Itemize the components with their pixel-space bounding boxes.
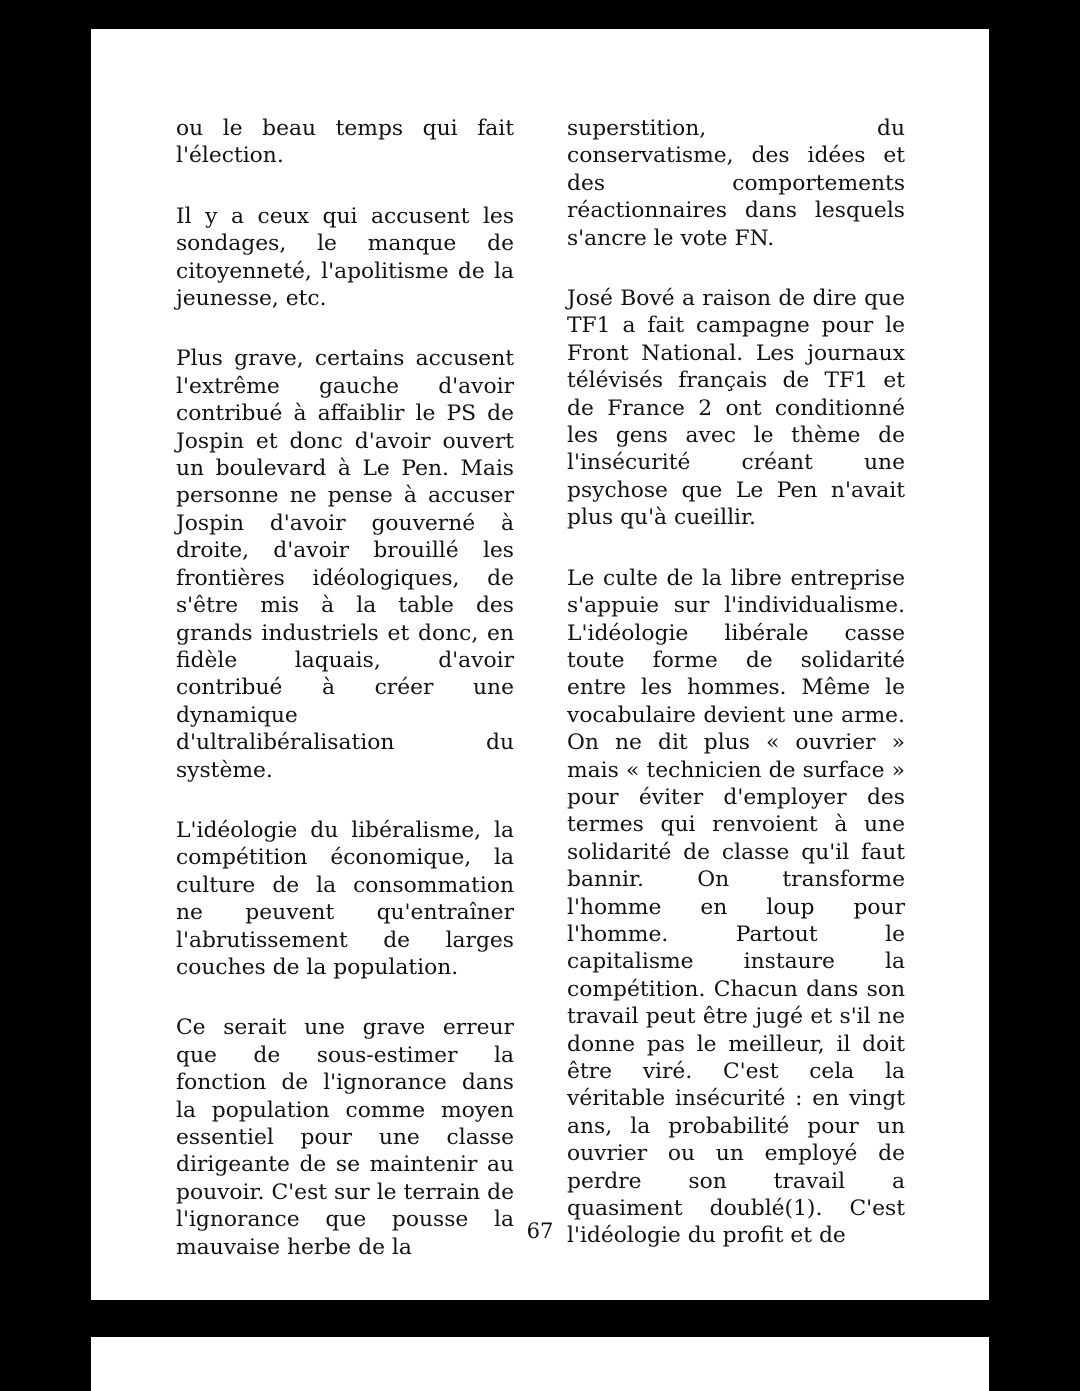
book-page xyxy=(91,29,989,1300)
paragraph: ou le beau temps qui fait l'élection. xyxy=(176,116,514,169)
right-column xyxy=(567,115,905,1250)
next-page-preview[interactable] xyxy=(91,1337,989,1391)
paragraph: Le culte de la libre entreprise s'appuie sur l'individualisme. L'idéologie libérale casse toute forme de solidarité entre les hommes. Même le vocabulaire devient une arme. On ne dit plus « ouvrier » mais « technicien de surface » pour éviter d'employer des termes qui renvoient à une solidarité de classe qu'il faut bannir. On transforme l'homme en loup pour l'homme. Partout le capitalisme instaure la compétition. Chacun dans son travail peut être jugé et s'il ne donne pas le meilleur, il doit être viré. C'est cela la véritable insécurité : en vingt ans, la probabilité pour un ouvrier ou un employé de perdre son travail a quasiment doublé(1). C'est l'idéologie du profit et de xyxy=(567,565,905,1249)
paragraph: José Bové a raison de dire que TF1 a fait campagne pour le Front National. Les journaux télévisés français de TF1 et de France 2 ont conditionné les gens avec le thème de l'insécurité créant une psychose que Le Pen n'avait plus qu'à cueillir. xyxy=(567,286,905,531)
left-column xyxy=(176,115,514,1261)
page-number: 67 xyxy=(526,1219,554,1243)
paragraph: superstition, du conservatisme, des idées et des comportements réactionnaires dans lesquels s'ancre le vote FN. xyxy=(567,116,905,251)
paragraph: Plus grave, certains accusent l'extrême gauche d'avoir contribué à affaiblir le PS de Jospin et donc d'avoir ouvert un boulevard à Le Pen. Mais personne ne pense à accuser Jospin d'avoir gouverné à droite, d'avoir brouillé les frontières idéologiques, de s'être mis à la table des grands industriels et donc, en fidèle laquais, d'avoir contribué à créer une dynamique d'ultralibéralisation du système. xyxy=(176,346,514,783)
paragraph: Il y a ceux qui accusent les sondages, le manque de citoyenneté, l'apolitisme de la jeunesse, etc. xyxy=(176,203,514,312)
paragraph: L'idéologie du libéralisme, la compétition économique, la culture de la consommation ne peuvent qu'entraîner l'abrutissement de larges couches de la population. xyxy=(176,817,514,980)
paragraph: Ce serait une grave erreur que de sous-estimer la fonction de l'ignorance dans la population comme moyen essentiel pour une classe dirigeante de se maintenir au pouvoir. C'est sur le terrain de l'ignorance que pousse la mauvaise herbe de la xyxy=(176,1015,514,1260)
